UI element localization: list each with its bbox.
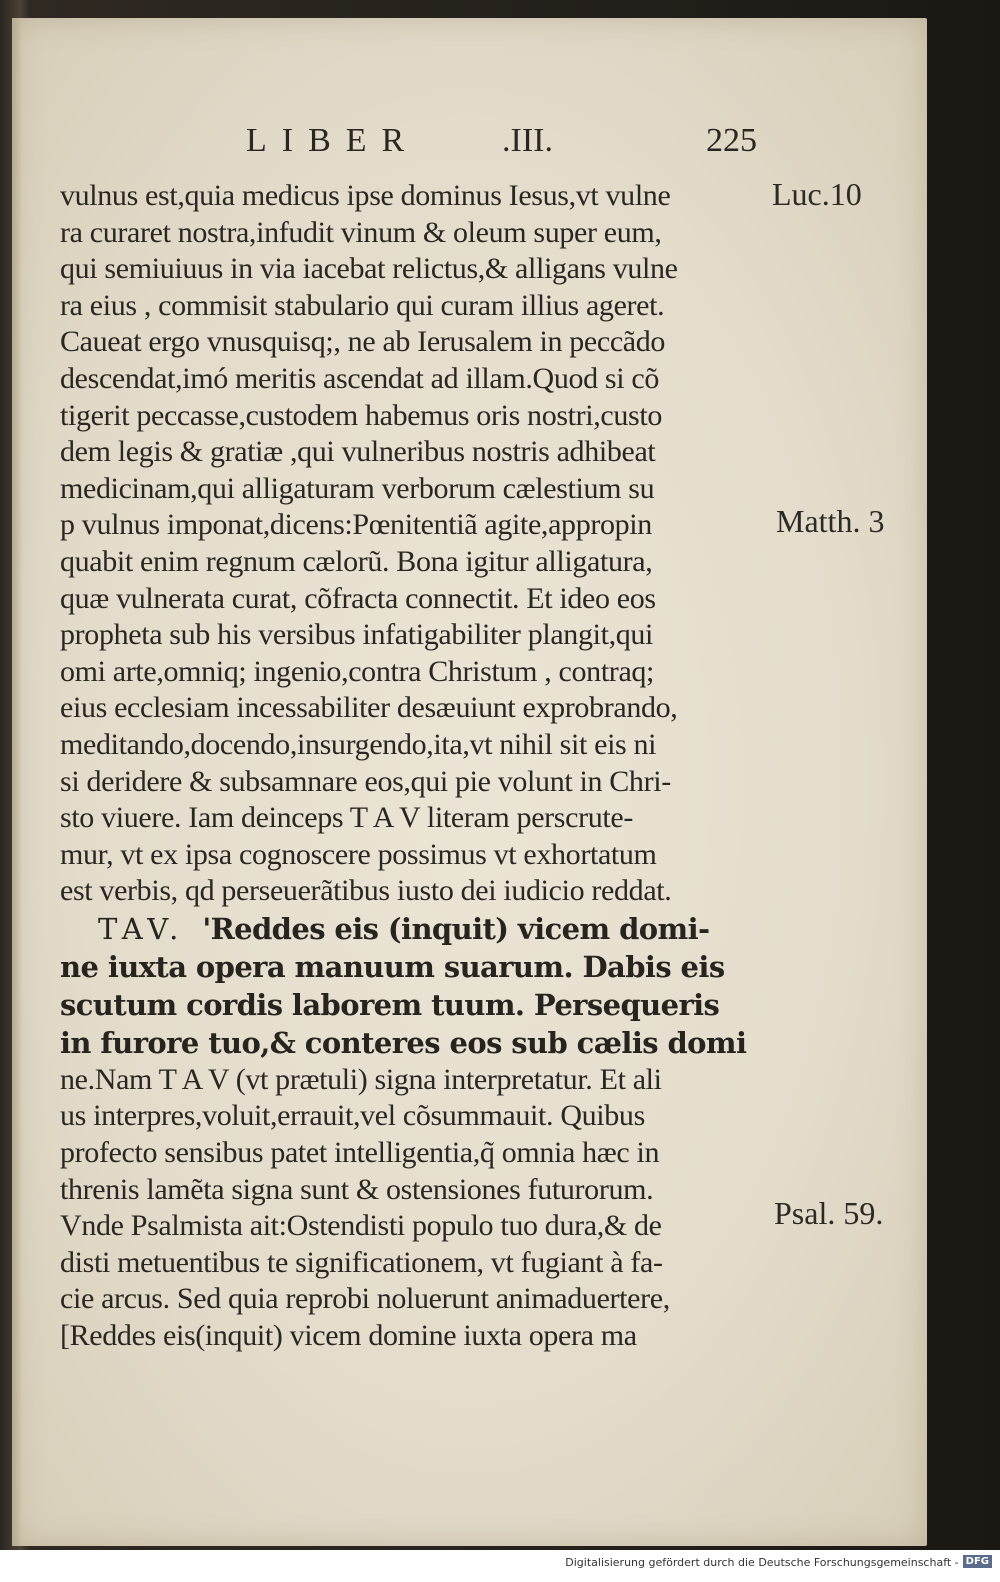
tav-label: TAV.	[98, 911, 185, 946]
text-line: quabit enim regnum cælorũ. Bona igitur alligatura,	[60, 544, 653, 578]
text-line: meditando,docendo,insurgendo,ita,vt nihil sit eis ni	[60, 727, 657, 761]
text-line: Caueat ergo vnusquisq;, ne ab Ierusalem in peccãdo	[60, 325, 666, 359]
margin-note-luke: Luc.10	[772, 176, 862, 212]
text-line: [Reddes eis(inquit) vicem domine iuxta opera ma	[60, 1319, 637, 1353]
margin-note-matthew: Matth. 3	[776, 503, 885, 539]
text-line: profecto sensibus patet intelligentia,q̃ omnia hæc in	[60, 1136, 660, 1170]
page-header	[246, 122, 766, 172]
text-line: quæ vulnerata curat, cõfracta connectit. Et ideo eos	[60, 581, 656, 615]
text-line: medicinam,qui alligaturam verborum cælestium su	[60, 471, 655, 505]
text-line: cie arcus. Sed quia reprobi noluerunt animaduertere,	[60, 1282, 670, 1316]
verse-line: scutum cordis laborem tuum. Persequeris	[60, 987, 720, 1022]
text-line: us interpres,voluit,errauit,vel cõsummauit. Quibus	[60, 1099, 645, 1133]
verse-text: 'Reddes eis (inquit) vicem domi-	[202, 911, 710, 946]
page-number: 225	[706, 122, 757, 159]
text-line: ra eius , commisit stabulario qui curam illius ageret.	[60, 288, 665, 322]
text-line: eius ecclesiam incessabiliter desæuiunt exprobrando,	[60, 691, 678, 725]
page-gutter-shadow	[12, 18, 22, 1546]
text-line: threnis lamẽta signa sunt & ostensiones futurorum.	[60, 1172, 654, 1206]
funding-credit: Digitalisierung gefördert durch die Deutsche Forschungsgemeinschaft -	[565, 1556, 959, 1569]
dfg-logo: DFG	[963, 1555, 992, 1568]
verse-line: ne iuxta opera manuum suarum. Dabis eis	[60, 949, 725, 984]
text-line: Vnde Psalmista ait:Ostendisti populo tuo dura,& de	[60, 1209, 662, 1243]
text-line: ra curaret nostra,infudit vinum & oleum super eum,	[60, 215, 662, 249]
text-line: sto viuere. Iam deinceps T A V literam perscrute-	[60, 801, 633, 835]
main-text-block	[60, 178, 770, 1355]
text-line: si deridere & subsamnare eos,qui pie volunt in Chri-	[60, 764, 671, 798]
text-line: tigerit peccasse,custodem habemus oris nostri,custo	[60, 398, 662, 432]
text-line: vulnus est,quia medicus ipse dominus Iesus,vt vulne	[60, 179, 671, 212]
text-line: ne.Nam T A V (vt prætuli) signa interpretatur. Et ali	[60, 1062, 662, 1096]
book-number: .III.	[502, 122, 553, 159]
digitization-footer	[0, 1550, 1000, 1582]
text-line: p vulnus imponat,dicens:Pœnitentiã agite,appropin	[60, 508, 652, 542]
running-title: LIBER	[246, 122, 420, 159]
text-line: qui semiuiuus in via iacebat relictus,& alligans vulne	[60, 252, 678, 286]
text-line: propheta sub his versibus infatigabiliter plangit,qui	[60, 618, 654, 652]
text-line: mur, vt ex ipsa cognoscere possimus vt exhortatum	[60, 837, 657, 871]
margin-note-psalm: Psal. 59.	[774, 1195, 884, 1231]
text-line: dem legis & gratiæ ,qui vulneribus nostris adhibeat	[60, 435, 656, 469]
verse-line: in furore tuo,& conteres eos sub cælis domi	[60, 1025, 747, 1060]
text-line: omi arte,omniq; ingenio,contra Christum , contraq;	[60, 654, 655, 688]
text-line: descendat,imó meritis ascendat ad illam.Quod si cõ	[60, 361, 659, 395]
tav-verse-first-line	[60, 910, 770, 948]
text-line: disti metuentibus te significationem, vt fugiant à fa-	[60, 1245, 663, 1279]
text-line: est verbis, qd perseuerãtibus iusto dei iudicio reddat.	[60, 874, 672, 908]
